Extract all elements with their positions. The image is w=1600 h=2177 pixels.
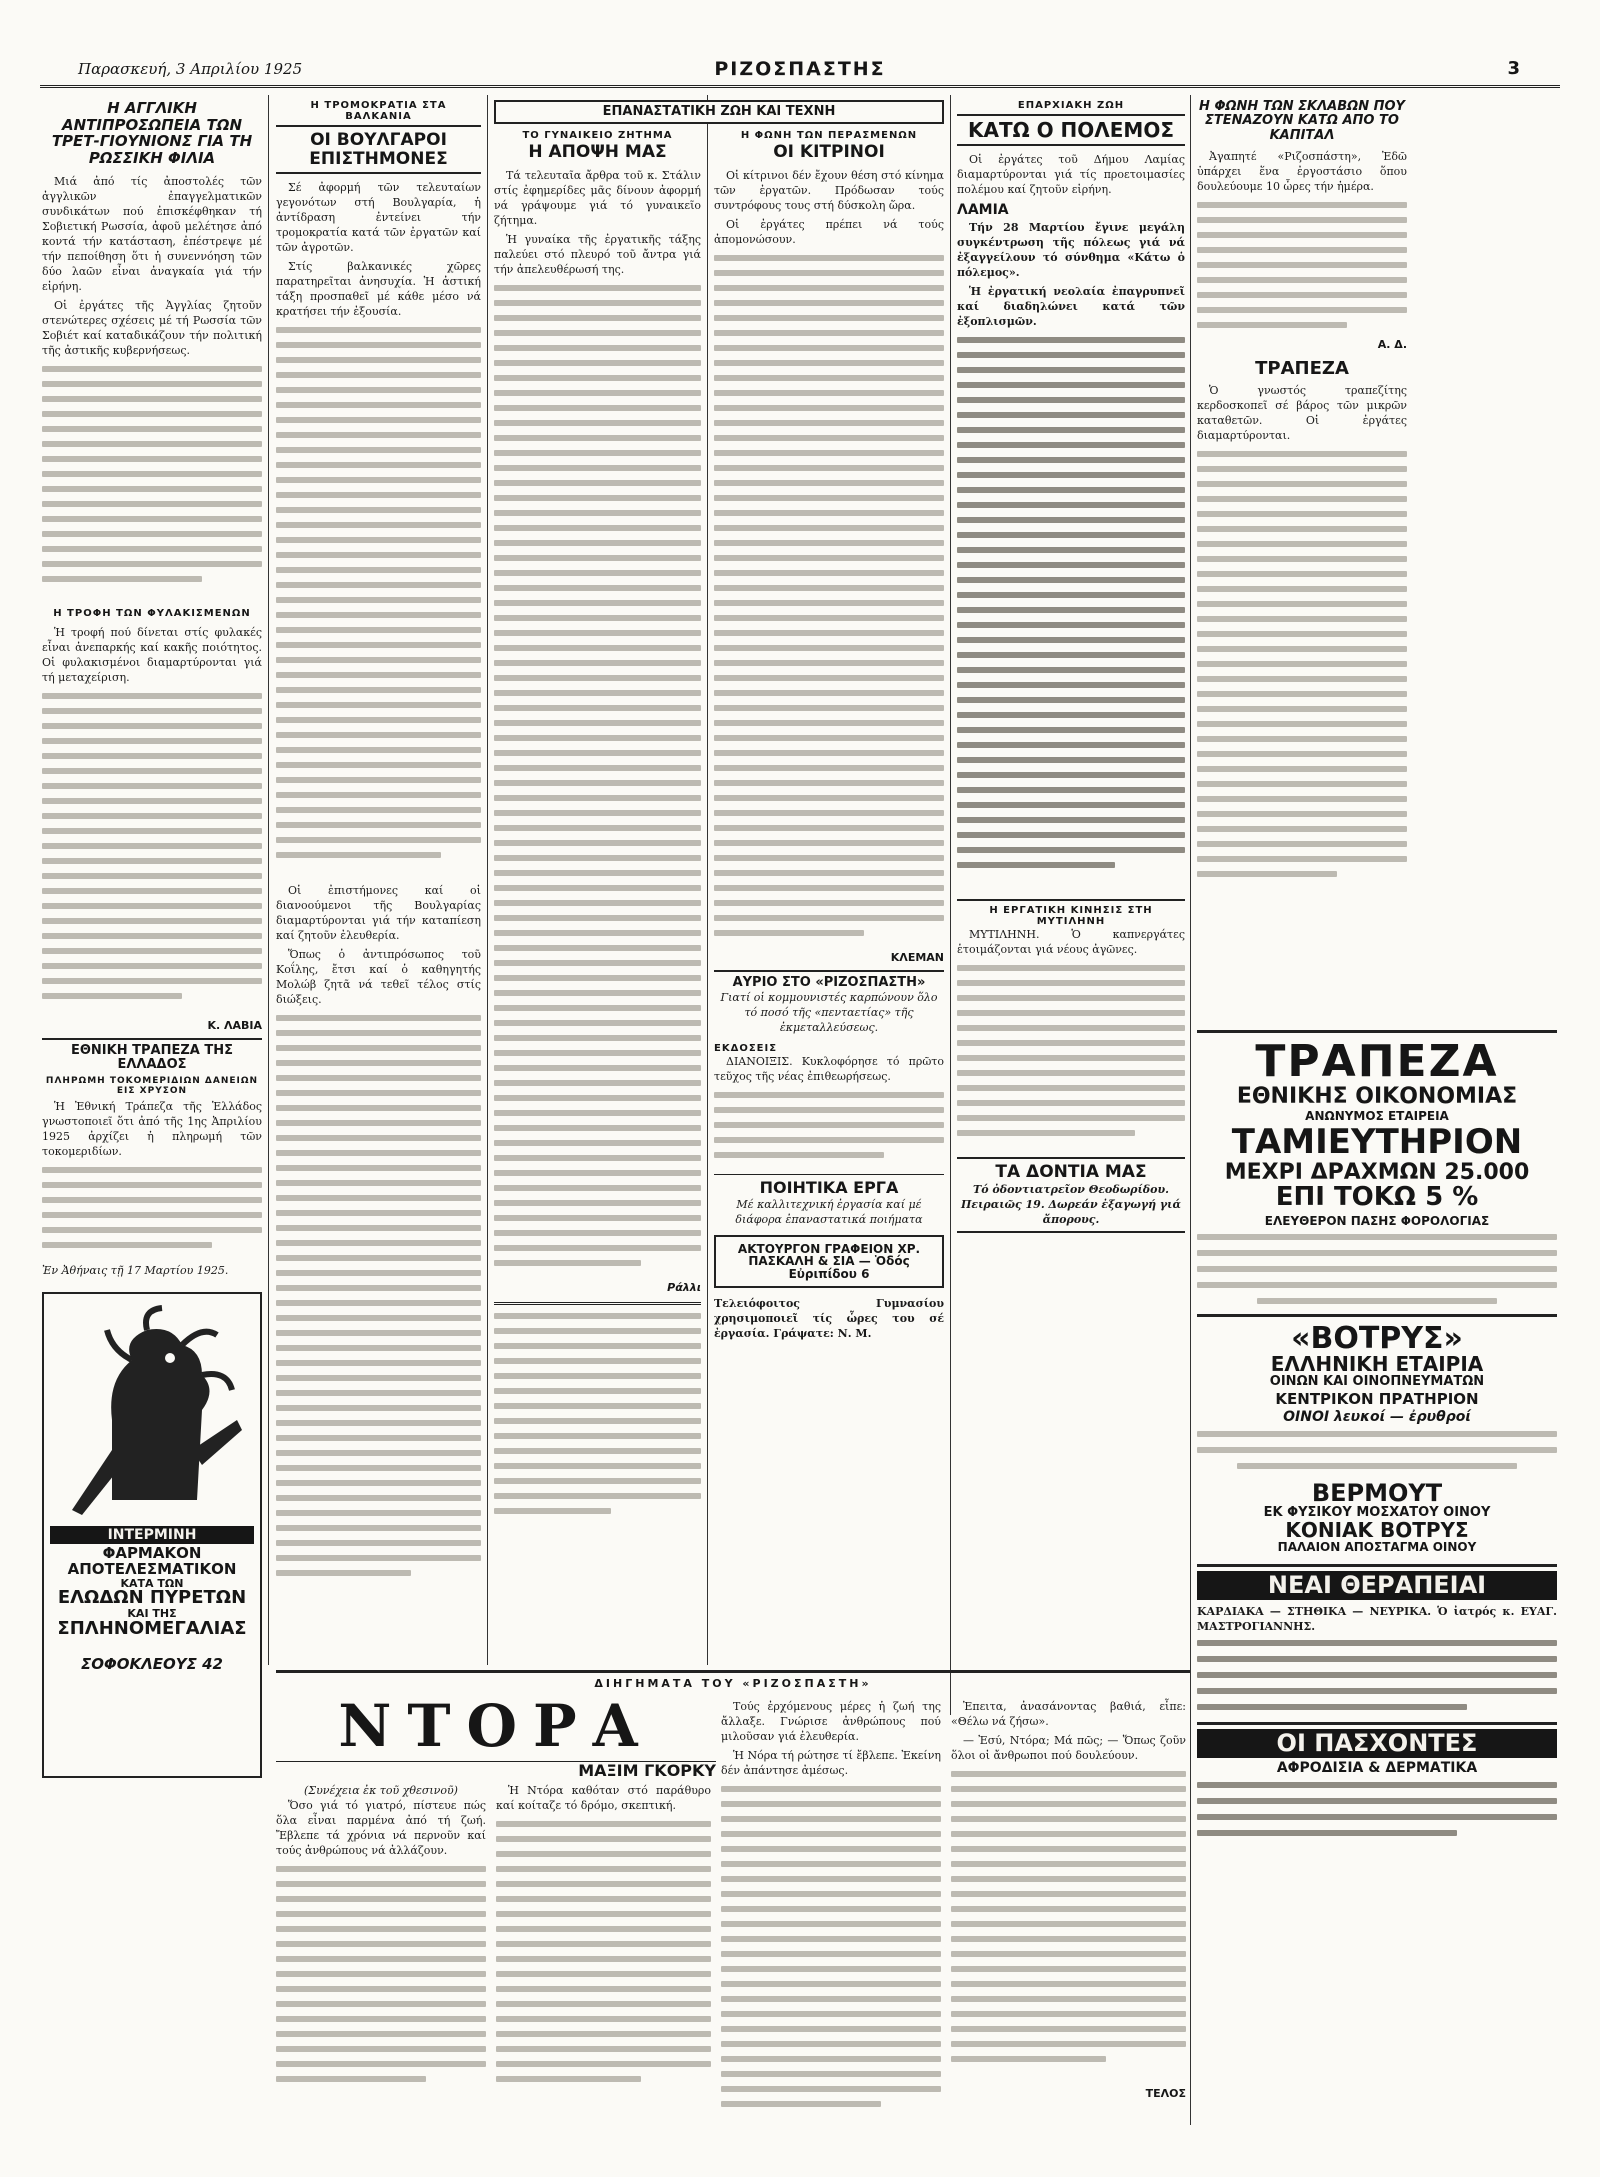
continuation-note: (Συνέχεια ἐκ τοῦ χθεσινοῦ) [304, 1784, 458, 1797]
dentist-ad-text: Τό ὀδοντιατρεῖον Θεοδωρίδου. Πειραιῶς 19. Δωρεάν ἐξαγωγή γιά ἄπορους. [961, 1183, 1181, 1227]
office-ad-text: ΑΚΤΟΥΡΓΟΝ ΓΡΑΦΕΙΟΝ ΧΡ. ΠΑΣΚΑΛΗ & ΣΙΑ — Ὁδός Εὐριπίδου 6 [737, 1241, 921, 1281]
column-rule [707, 95, 708, 1665]
column-rule [268, 95, 269, 1665]
savings-bank-ad [1197, 1030, 1557, 1308]
botrys-products: ΟΙΝΩΝ ΚΑΙ ΟΙΝΟΠΝΕΥΜΑΤΩΝ [1269, 1374, 1485, 1390]
office-ad [714, 1235, 944, 1289]
vermouth-title: ΒΕΡΜΟΥΤ [1311, 1479, 1443, 1508]
text-filler [494, 1302, 701, 1535]
paragraph: Ἡ τροφή πού δίνεται στίς φυλακές εἶναι ἀνεπαρκής καί κακῆς ποιότητος. Οἱ φυλακισμένοι διαμαρτύρονται γιά τή μεταχείριση. [42, 626, 262, 684]
bank-ad-tax: ΕΛΕΥΘΕΡΟΝ ΠΑΣΗΣ ΦΟΡΟΛΟΓΙΑΣ [1264, 1213, 1490, 1228]
story-title: ΝΤΟΡΑ [338, 1692, 654, 1760]
page-number: 3 [1507, 58, 1520, 79]
ad-line: ΣΠΛΗΝΟΜΕΓΑΛΙΑΣ [57, 1617, 247, 1639]
paragraph: Ἡ Ἐθνική Τράπεζα τῆς Ἑλλάδος γνωστοποιεῖ ὅτι ἀπό τῆς 1ης Ἀπριλίου 1925 ἀρχίζει ἡ πληρωμή τῶν τοκομεριδίων. [42, 1099, 262, 1158]
bank-notice-date: Ἐν Ἀθήναις τῇ 17 Μαρτίου 1925. [42, 1263, 229, 1277]
column-4 [957, 100, 1185, 1660]
article-body [496, 1783, 711, 1813]
section-banner: ΕΠΑΝΑΣΤΑΤΙΚΗ ΖΩΗ ΚΑΙ ΤΕΧΝΗ [494, 100, 944, 124]
text-filler [951, 1767, 1186, 2087]
pharmacy-ad [42, 1292, 262, 1778]
article-body [951, 1699, 1186, 1763]
section-kicker: ΕΠΑΡΧΙΑΚΗ ΖΩΗ [1017, 100, 1125, 111]
botrys-wines: ΟΙΝΟΙ λευκοί — ἐρυθροί [1283, 1409, 1471, 1426]
cognac-title: ΚΟΝΙΑΚ ΒΟΤΡΥΣ [1285, 1517, 1469, 1542]
lion-emblem-icon [52, 1300, 252, 1520]
pharmacy-product: ΙΝΤΕΡΜΙΝΗ [50, 1526, 254, 1545]
signature: ΚΛΕΜΑΝ [890, 950, 944, 964]
sufferers-ad [1197, 1722, 1557, 1846]
paragraph: Μιά ἀπό τίς ἀποστολές τῶν ἀγγλικῶν ἐπαγγελματικῶν συνδικάτων πού ἐπισκέφθηκαν τή Σοβιετική Ρωσσία, ἀφοῦ μελέτησε ἀπό κοντά τήν κατάσταση, ἐπέστρεψε μέ τήν πεποίθηση ὅτι ἡ συνεννόηση τῶν δύο λαῶν εἶναι ἀναγκαία γιά τήν εἰρήνη. [42, 175, 262, 293]
bank-ad-product: ΤΑΜΙΕΥΤΗΡΙΟΝ [1231, 1121, 1523, 1162]
article-headline: ΚΑΤΩ Ο ΠΟΛΕΜΟΣ [957, 114, 1185, 146]
classified-ad: Τελειόφοιτος Γυμνασίου χρησιμοποιεῖ τίς ὧρες του σέ ἐργασία. Γράψατε: Ν. Μ. [714, 1297, 944, 1341]
feuilleton-column [496, 1783, 711, 2128]
article-body [957, 220, 1185, 329]
dentist-ad [957, 1157, 1185, 1233]
text-filler [721, 1782, 941, 2122]
ad-line: ΦΑΡΜΑΚΟΝ [102, 1544, 202, 1563]
issue-date: Παρασκευή, 3 Απριλίου 1925 [78, 60, 303, 78]
therapies-title: ΝΕΑΙ ΘΕΡΑΠΕΙΑΙ [1197, 1571, 1557, 1600]
text-filler [42, 689, 262, 1019]
feuilleton-column [721, 1699, 941, 2129]
article-body [42, 174, 262, 358]
column-5-ads [1197, 1030, 1557, 2130]
feuilleton [276, 1670, 1190, 2130]
section-kicker: Η ΤΡΟΦΗ ΤΩΝ ΦΥΛΑΚΙΣΜΕΝΩΝ [53, 608, 251, 619]
feuilleton-kicker: ΔΙΗΓΗΜΑΤΑ ΤΟΥ «ΡΙΖΟΣΠΑΣΤΗ» [594, 1677, 872, 1690]
vermouth-desc: ΕΚ ΦΥΣΙΚΟΥ ΜΟΣΧΑΤΟΥ ΟΙΝΟΥ [1263, 1505, 1491, 1521]
signature: Κ. ΛΑΒΙΑ [207, 1019, 262, 1032]
poetry-ad [714, 1174, 944, 1227]
text-filler [714, 1088, 944, 1168]
article-headline: ΤΡΑΠΕΖΑ [1255, 357, 1349, 379]
botrys-brand: «ΒΟΤΡΥΣ» [1291, 1320, 1463, 1356]
paragraph: ΜΥΤΙΛΗΝΗ. Ὁ καπνεργάτες ἑτοιμάζονται γιά νέους ἀγῶνες. [957, 928, 1185, 957]
therapies-text: ΚΑΡΔΙΑΚΑ — ΣΤΗΘΙΚΑ — ΝΕΥΡΙΚΑ. Ὁ ἰατρός κ. ΕΥΑΓ. ΜΑΣΤΡΟΓΙΑΝΝΗΣ. [1197, 1604, 1557, 1633]
paragraph: Ὅσο γιά τό γιατρό, πίστευε πώς ὅλα εἶναι παρμένα ἀπό τή ζωή. Ἔβλεπε τά χρόνια νά περνοῦν καί τούς ἀνθρώπους νά ἀλλάζουν. [276, 1799, 486, 1857]
column-3b [714, 130, 944, 1660]
article-body [276, 1798, 486, 1858]
paragraph: Οἱ ἐπιστήμονες καί οἱ διανοούμενοι τῆς Βουλγαρίας διαμαρτύρονται γιά τήν καταπίεση καί ζητοῦν ἐλευθερία. [276, 884, 481, 943]
section-kicker: Η ΕΡΓΑΤΙΚΗ ΚΙΝΗΣΙΣ ΣΤΗ ΜΥΤΙΛΗΝΗ [957, 899, 1185, 927]
botrys-company: ΕΛΛΗΝΙΚΗ ΕΤΑΙΡΙΑ [1270, 1352, 1484, 1377]
text-filler [1197, 1634, 1557, 1714]
notice-body: Γιατί οἱ κομμουνιστές καρπώνουν ὅλο τό ποσό τῆς «πενταετίας» τῆς ἐκμεταλλεύσεως. [720, 990, 938, 1034]
paragraph: — Ἐσύ, Ντόρα; Μά πῶς; — Ὅπως ζοῦν ὅλοι οἱ ἄνθρωποι πού δουλεύουν. [951, 1734, 1186, 1762]
cognac-desc: ΠΑΛΑΙΟΝ ΑΠΟΣΤΑΓΜΑ ΟΙΝΟΥ [1277, 1539, 1477, 1554]
article-body [714, 168, 944, 247]
section-kicker: ΕΚΔΟΣΕΙΣ [714, 1042, 778, 1054]
column-2 [276, 100, 481, 1660]
story-author: ΜΑΞΙΜ ΓΚΟΡΚΥ [276, 1761, 716, 1780]
column-rule [1190, 95, 1191, 2125]
bank-ad-rate: ΕΠΙ ΤΟΚΩ 5 % [1275, 1181, 1479, 1212]
paragraph: Ἡ γυναίκα τῆς ἐργατικῆς τάξης παλεύει στό πλευρό τοῦ ἄντρα γιά τήν ἀπελευθέρωσή της. [494, 232, 701, 276]
paragraph: Ἐπειτα, ἀνασάνοντας βαθιά, εἶπε: «Θέλω νά ζήσω». [951, 1700, 1186, 1728]
column-rule [950, 95, 951, 1715]
paragraph: Ἀγαπητέ «Ριζοσπάστη», Ἐδῶ ὑπάρχει ἕνα ἐργοστάσιο ὅπου δουλεύουμε 10 ὧρες τήν ἡμέρα. [1197, 149, 1407, 193]
article-body [721, 1699, 941, 1778]
newspaper-title: ΡΙΖΟΣΠΑΣΤΗΣ [714, 58, 886, 80]
paragraph: Οἱ κίτρινοι δέν ἔχουν θέση στό κίνημα τῶν ἐργατῶν. Πρόδωσαν τούς συντρόφους τους στή δύσκολη ὥρα. [714, 168, 944, 212]
ad-address: ΣΟΦΟΚΛΕΟΥΣ 42 [81, 1654, 223, 1673]
bank-ad-title: ΤΡΑΠΕΖΑ [1255, 1036, 1499, 1087]
article-headline: Η ΑΓΓΛΙΚΗ ΑΝΤΙΠΡΟΣΩΠΕΙΑ ΤΩΝ ΤΡΕΤ-ΓΙΟΥΝΙΟΝΣ ΓΙΑ ΤΗ ΡΩΣΣΙΚΗ ΦΙΛΙΑ [51, 99, 253, 167]
text-filler [496, 1817, 711, 2107]
feuilleton-column [951, 1699, 1186, 2129]
paragraph: ΔΙΑΝΟΙΞΙΣ. Κυκλοφόρησε τό πρῶτο τεῦχος τῆς νέας ἐπιθεωρήσεως. [714, 1054, 944, 1083]
poetry-title: ΠΟΙΗΤΙΚΑ ΕΡΓΑ [759, 1177, 899, 1197]
ad-line: ΚΑΤΑ ΤΩΝ [120, 1576, 184, 1590]
column-3-article [494, 130, 701, 1660]
article-body [957, 152, 1185, 197]
section-kicker: Η ΤΡΟΜΟΚΡΑΤΙΑ ΣΤΑ ΒΑΛΚΑΝΙΑ [310, 100, 447, 122]
text-filler [276, 1011, 481, 1611]
ad-line: ΕΛΩΔΩΝ ΠΥΡΕΤΩΝ [57, 1587, 247, 1609]
article-headline: ΟΙ ΚΙΤΡΙΝΟΙ [773, 142, 885, 162]
paragraph: Ἡ Νόρα τή ρώτησε τί ἔβλεπε. Ἐκείνη δέν ἀπάντησε ἀμέσως. [721, 1749, 941, 1777]
sufferers-title: ΟΙ ΠΑΣΧΟΝΤΕΣ [1197, 1729, 1557, 1758]
article-body [1197, 149, 1407, 194]
paragraph: Ἡ ἐργατική νεολαία ἐπαγρυπνεῖ καί διαδηλώνει κατά τῶν ἐξοπλισμῶν. [957, 285, 1185, 329]
text-filler [276, 1862, 486, 2102]
column-rule [487, 95, 488, 1665]
ad-line: ΑΠΟΤΕΛΕΣΜΑΤΙΚΟΝ [67, 1560, 237, 1579]
notice-title: ΑΥΡΙΟ ΣΤΟ «ΡΙΖΟΣΠΑΣΤΗ» [732, 974, 926, 990]
bank-notice-title: ΕΘΝΙΚΗ ΤΡΑΠΕΖΑ ΤΗΣ ΕΛΛΑΔΟΣ [71, 1043, 233, 1073]
bank-ad-subtitle: ΕΘΝΙΚΗΣ ΟΙΚΟΝΟΜΙΑΣ [1236, 1084, 1518, 1110]
paragraph: Ἡ Ντόρα καθόταν στό παράθυρο καί κοίταζε τό δρόμο, σκεπτική. [496, 1784, 711, 1812]
bank-notice [42, 1038, 262, 1278]
signature: Α. Δ. [1377, 337, 1407, 351]
article-body [957, 927, 1185, 957]
story-end: ΤΕΛΟΣ [1145, 2087, 1186, 2100]
paragraph: Τήν 28 Μαρτίου ἔγινε μεγάλη συγκέντρωση τῆς πόλεως γιά νά ἐξαγγείλουν τό σύνθημα «Κάτω ὁ πόλεμος». [957, 221, 1185, 280]
article-body [276, 883, 481, 1007]
poetry-subtitle: Μέ καλλιτεχνική ἐργασία καί μέ διάφορα ἐπαναστατικά ποιήματα [735, 1197, 923, 1226]
paragraph: Οἱ ἐργάτες τοῦ Δήμου Λαμίας διαμαρτύρονται γιά τίς προετοιμασίες πολέμου καί ζητοῦν εἰρήνη. [957, 153, 1185, 196]
article-body [276, 180, 481, 319]
therapies-ad [1197, 1564, 1557, 1714]
article-headline: Η ΦΩΝΗ ΤΩΝ ΣΚΛΑΒΩΝ ΠΟΥ ΣΤΕΝΑΖΟΥΝ ΚΑΤΩ ΑΠΟ ΤΟ ΚΑΠΙΤΑΛ [1199, 99, 1405, 143]
feuilleton-title-block [276, 1692, 716, 1780]
paragraph: Στίς βαλκανικές χῶρες παρατηρεῖται ἀνησυχία. Ἡ ἀστική τάξη προσπαθεῖ μέ κάθε μέσο νά κρατήσει τήν ἐξουσία. [276, 260, 481, 319]
ad-line: ΚΑΙ ΤΗΣ [127, 1607, 177, 1621]
bank-notice-subtitle: ΠΛΗΡΩΜΗ ΤΟΚΟΜΕΡΙΔΙΩΝ ΔΑΝΕΙΩΝ ΕΙΣ ΧΡΥΣΟΝ [45, 1075, 259, 1096]
article-headline: Η ΑΠΟΨΗ ΜΑΣ [528, 142, 667, 162]
text-filler [957, 961, 1185, 1151]
text-filler [957, 333, 1185, 893]
paragraph: Τά τελευταῖα ἄρθρα τοῦ κ. Στάλιν στίς ἐφημερίδες μᾶς δίνουν ἀφορμή νά γράψουμε γιά τό γυναικεῖο ζήτημα. [494, 168, 701, 227]
article-body [494, 168, 701, 277]
text-filler [276, 323, 481, 883]
dentist-ad-title: ΤΑ ΔΟΝΤΙΑ ΜΑΣ [995, 1162, 1147, 1183]
tomorrow-notice [714, 970, 944, 1035]
botrys-store: ΚΕΝΤΡΙΚΟΝ ΠΡΑΤΗΡΙΟΝ [1275, 1389, 1479, 1408]
paragraph: Τούς ἐρχόμενους μέρες ἡ ζωή της ἄλλαξε. Γνώρισε ἀνθρώπους πού μιλοῦσαν γιά ἐλευθερία. [721, 1700, 941, 1743]
masthead [40, 58, 1560, 88]
bank-notice-body [42, 1099, 262, 1159]
paragraph: Οἱ ἐργάτες πρέπει νά τούς ἀπομονώσουν. [714, 217, 944, 246]
signature: Ράλλι [667, 1280, 701, 1294]
article-headline: ΟΙ ΒΟΥΛΓΑΡΟΙ ΕΠΙΣΤΗΜΟΝΕΣ [276, 125, 481, 174]
section-kicker: ΤΟ ΓΥΝΑΙΚΕΙΟ ΖΗΤΗΜΑ [522, 130, 673, 141]
sufferers-subtitle: ΑΦΡΟΔΙΣΙΑ & ΔΕΡΜΑΤΙΚΑ [1276, 1759, 1478, 1776]
article-body [1197, 383, 1407, 443]
paragraph: Ὅπως ὁ ἀντιπρόσωπος τοῦ Κοΐλης, ἔτσι καί ὁ καθηγητής Μολώβ ζητᾶ νά τεθεῖ τέλος στίς διώξεις. [276, 948, 481, 1007]
bank-ad-limit: ΜΕΧΡΙ ΔΡΑΧΜΩΝ 25.000 [1224, 1159, 1530, 1185]
paragraph: Σέ ἀφορμή τῶν τελευταίων γεγονότων στή Βουλγαρία, ἡ ἀντίδραση ἐντείνει τήν τρομοκρατία κατά τῶν ἐργατῶν καί τῶν ἀγροτῶν. [276, 181, 481, 255]
text-filler [494, 281, 701, 1281]
paragraph: Οἱ ἐργάτες τῆς Ἀγγλίας ζητοῦν στενώτερες σχέσεις μέ τή Ρωσσία τῶν Σοβιέτ καί καταδικάζουν τήν πολιτική τῆς ἀστικῆς κυβερνήσεως. [42, 299, 262, 357]
feuilleton-column [276, 1783, 486, 2128]
column-1 [42, 100, 262, 2120]
text-filler [1197, 1425, 1557, 1475]
text-filler [714, 251, 944, 951]
text-filler [42, 362, 262, 602]
article-body [42, 625, 262, 685]
article-body [714, 1054, 944, 1084]
text-filler [1197, 447, 1407, 897]
text-filler [42, 1163, 262, 1263]
botrys-ad [1197, 1314, 1557, 1554]
text-filler [1197, 1776, 1557, 1846]
text-filler [1197, 1228, 1557, 1308]
paragraph: Ὁ γνωστός τραπεζίτης κερδοσκοπεῖ σέ βάρος τῶν μικρῶν καταθετῶν. Οἱ ἐργάτες διαμαρτύρονται. [1197, 383, 1407, 442]
bank-ad-type: ΑΝΩΝΥΜΟΣ ΕΤΑΙΡΕΙΑ [1305, 1109, 1449, 1124]
section-kicker: Η ΦΩΝΗ ΤΩΝ ΠΕΡΑΣΜΕΝΩΝ [740, 130, 918, 141]
text-filler [1197, 198, 1407, 338]
dateline: ΛΑΜΙΑ [957, 202, 1009, 218]
